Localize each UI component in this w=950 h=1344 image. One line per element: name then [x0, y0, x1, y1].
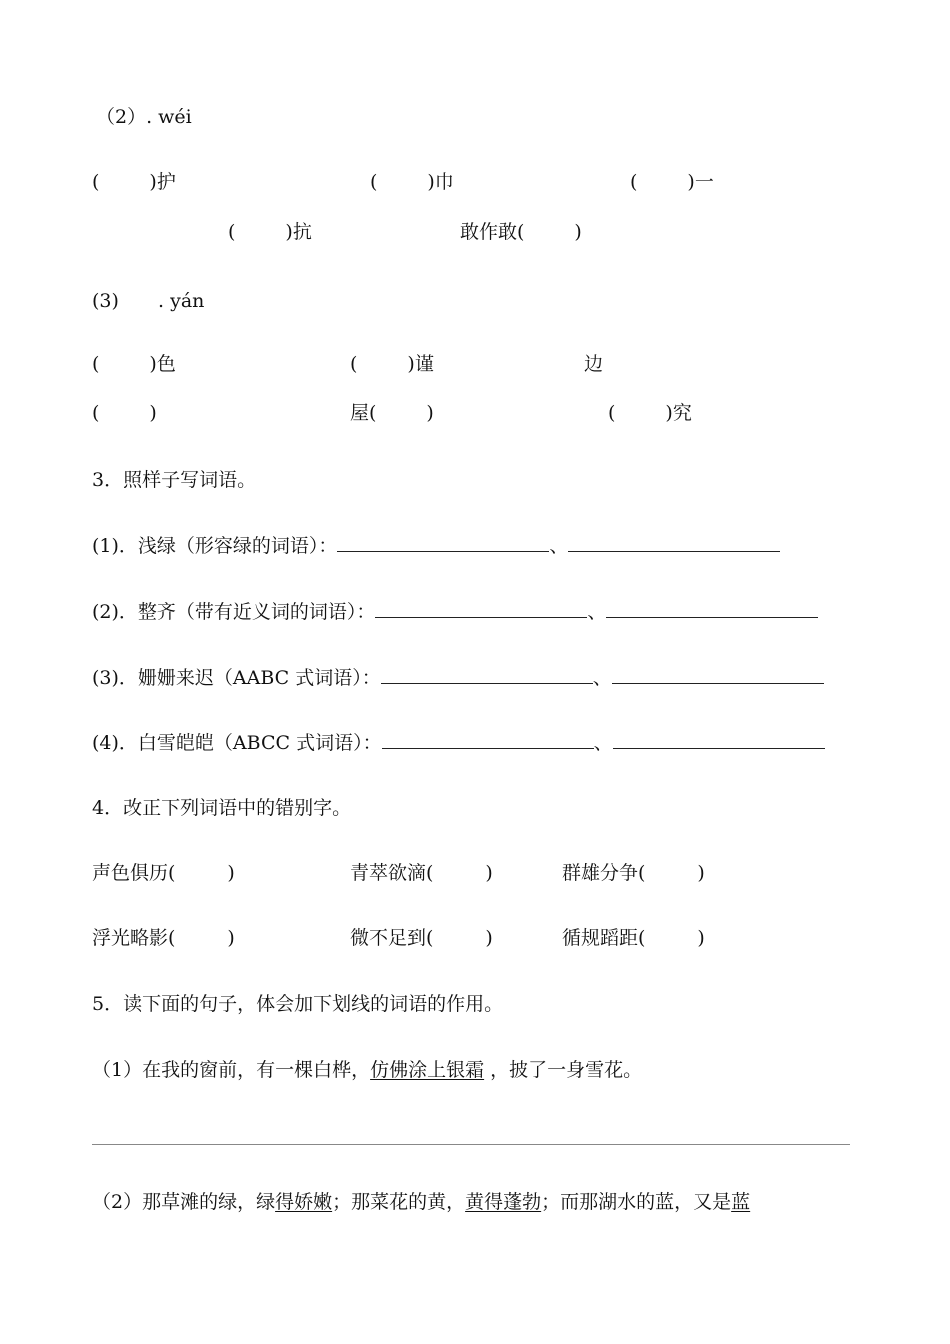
q4-item-2: 青萃欲滴( )	[350, 862, 493, 884]
answer-line[interactable]	[375, 599, 587, 618]
answer-line[interactable]	[382, 730, 594, 749]
q2-sub2-item-2: ( )巾	[370, 171, 454, 193]
answer-line[interactable]	[381, 665, 593, 684]
q2-sub2-item-4: ( )抗	[228, 221, 312, 243]
q2-sub3-item-6: ( )究	[608, 402, 692, 424]
q5-title: 5．读下面的句子，体会加下划线的词语的作用。	[92, 993, 504, 1015]
q2-sub3-item-4: ( )	[92, 402, 157, 424]
q4-item-5: 微不足到( )	[350, 927, 493, 949]
q2-sub3-label: . yán	[158, 290, 205, 312]
q4-item-3: 群雄分争( )	[562, 862, 705, 884]
q2-sub3-item-3: 边	[584, 353, 604, 375]
q5-sentence-2: （2）那草滩的绿，绿得娇嫩；那菜花的黄，黄得蓬勃；而那湖水的蓝，又是蓝	[92, 1191, 751, 1213]
answer-line[interactable]	[606, 599, 818, 618]
q2-sub3-item-1: ( )色	[92, 353, 176, 375]
q3-item-2: (2)．整齐（带有近义词的词语）： 、	[92, 599, 818, 624]
q3-item-3: (3)．姗姗来迟（AABC 式词语）： 、	[92, 665, 824, 690]
q2-sub3-item-2: ( )谨	[350, 353, 434, 375]
q4-item-4: 浮光略影( )	[92, 927, 235, 949]
answer-line[interactable]	[613, 730, 825, 749]
q2-sub2-item-3: ( )一	[630, 171, 714, 193]
q2-sub2-item-1: ( )护	[92, 171, 176, 193]
q2-sub3-item-5: 屋( )	[350, 402, 434, 424]
underlined-phrase: 得娇嫩	[275, 1191, 333, 1213]
q4-item-1: 声色俱历( )	[92, 862, 235, 884]
answer-rule[interactable]	[92, 1144, 850, 1145]
q4-item-6: 循规蹈距( )	[562, 927, 705, 949]
q3-item-1: (1)．浅绿（形容绿的词语）： 、	[92, 533, 780, 558]
underlined-phrase: 仿佛涂上银霜	[370, 1059, 485, 1081]
answer-line[interactable]	[568, 533, 780, 552]
q5-sentence-1: （1）在我的窗前，有一棵白桦，仿佛涂上银霜 ，披了一身雪花。	[92, 1059, 643, 1081]
q4-title: 4．改正下列词语中的错别字。	[92, 797, 352, 819]
underlined-phrase: 蓝	[731, 1191, 751, 1213]
q2-sub2-label: （2）. wéi	[96, 106, 192, 128]
q3-title: 3．照样子写词语。	[92, 469, 257, 491]
q2-sub2-item-5: 敢作敢( )	[460, 221, 582, 243]
underlined-phrase: 黄得蓬勃	[465, 1191, 542, 1213]
answer-line[interactable]	[612, 665, 824, 684]
q3-item-4: (4)．白雪皑皑（ABCC 式词语）： 、	[92, 730, 825, 755]
answer-line[interactable]	[337, 533, 549, 552]
q2-sub3-num: (3)	[92, 290, 119, 312]
